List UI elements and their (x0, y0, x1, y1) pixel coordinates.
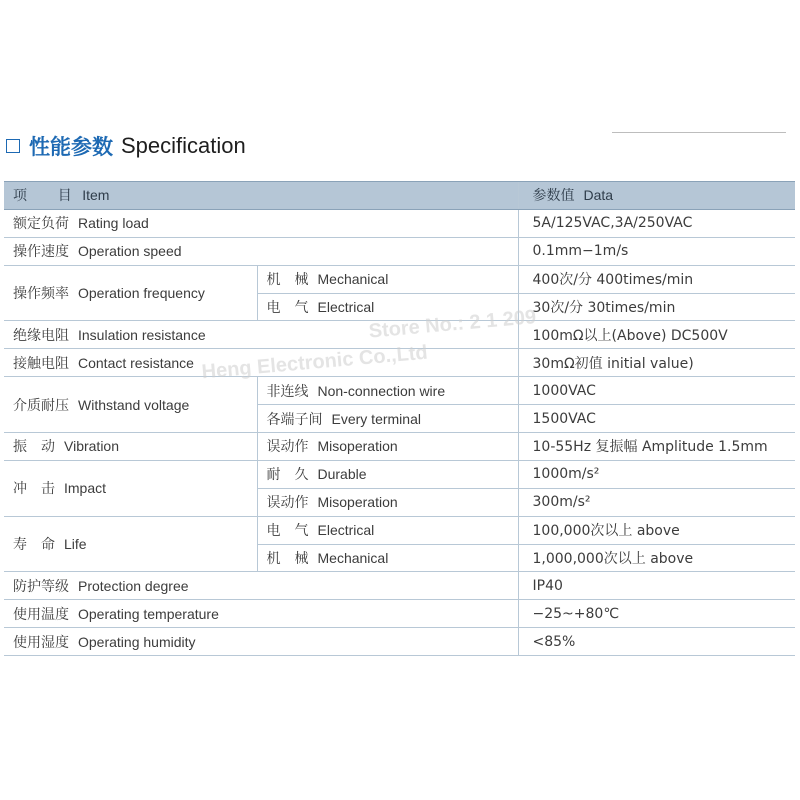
specification-table (4, 181, 795, 656)
row-value: 300m/s² (518, 488, 795, 516)
sub-label (257, 433, 518, 461)
label-zh: 冲 击 (13, 481, 55, 498)
header-item-cell (4, 182, 518, 210)
label-zh: 振 动 (13, 439, 55, 456)
table-row (4, 628, 795, 656)
sub-label-zh: 机 械 (266, 551, 309, 568)
header-item-zh: 项 目 (13, 188, 81, 205)
sub-label-en: Misoperation (317, 438, 398, 455)
label-zh: 接触电阻 (13, 355, 69, 372)
row-label (4, 433, 257, 461)
table-row (4, 349, 795, 377)
table-row (4, 209, 795, 237)
row-value: 30mΩ初值 initial value) (518, 349, 795, 377)
section-heading (6, 131, 246, 161)
row-label (4, 265, 257, 321)
sub-label (257, 544, 518, 572)
sub-label (257, 516, 518, 544)
table-row (4, 377, 795, 405)
row-label (4, 349, 518, 377)
row-value: 100mΩ以上(Above) DC500V (518, 321, 795, 349)
label-en: Contact resistance (78, 354, 194, 371)
label-en: Operating humidity (78, 633, 196, 650)
header-data-cell (518, 182, 795, 210)
label-zh: 使用湿度 (13, 634, 69, 651)
row-value: −25~+80℃ (518, 600, 795, 628)
sub-label-en: Mechanical (317, 271, 389, 288)
sub-label-zh: 误动作 (266, 495, 309, 512)
row-value: 100,000次以上 above (518, 516, 795, 544)
row-value: 5A/125VAC,3A/250VAC (518, 209, 795, 237)
label-en: Operation speed (78, 243, 182, 260)
row-value: IP40 (518, 572, 795, 600)
row-label (4, 377, 257, 433)
label-en: Operation frequency (78, 285, 205, 302)
label-en: Impact (64, 480, 107, 497)
label-zh: 绝缘电阻 (13, 327, 69, 344)
label-zh: 防护等级 (13, 578, 69, 595)
row-label (4, 237, 518, 265)
sub-label-en: Every terminal (331, 410, 421, 427)
row-label (4, 516, 257, 572)
top-divider (612, 132, 786, 133)
sub-label-en: Mechanical (317, 550, 389, 567)
table-row (4, 433, 795, 461)
sub-label (257, 460, 518, 488)
row-value: <85% (518, 628, 795, 656)
sub-label-zh: 机 械 (266, 272, 309, 289)
table-row (4, 321, 795, 349)
label-zh: 操作频率 (13, 286, 69, 303)
row-label (4, 572, 518, 600)
row-value: 30次/分 30times/min (518, 293, 795, 321)
sub-label (257, 293, 518, 321)
header-data-zh: 参数值 (532, 188, 575, 205)
row-value: 1500VAC (518, 405, 795, 433)
header-item-en: Item (82, 187, 110, 204)
sub-label-zh: 耐 久 (266, 467, 309, 484)
table-row (4, 572, 795, 600)
heading-english: Specification (121, 133, 246, 158)
table-row (4, 600, 795, 628)
sub-label-en: Electrical (317, 299, 375, 315)
label-en: Insulation resistance (78, 326, 206, 343)
label-en: Life (64, 536, 87, 553)
row-label (4, 321, 518, 349)
table-row (4, 460, 795, 488)
row-value: 400次/分 400times/min (518, 265, 795, 293)
label-zh: 寿 命 (13, 537, 55, 554)
checkbox-square-icon (6, 139, 20, 153)
sub-label-zh: 各端子间 (266, 411, 323, 428)
label-zh: 使用温度 (13, 606, 69, 623)
row-value: 0.1mm−1m/s (518, 237, 795, 265)
row-value: 1,000,000次以上 above (518, 544, 795, 572)
row-value: 10-55Hz 复振幅 Amplitude 1.5mm (518, 433, 795, 461)
row-value: 1000VAC (518, 377, 795, 405)
table-row (4, 237, 795, 265)
header-data-en: Data (583, 187, 614, 204)
label-en: Withstand voltage (78, 396, 190, 413)
table-row (4, 516, 795, 544)
sub-label-en: Non-connection wire (317, 382, 446, 399)
sub-label-en: Electrical (317, 522, 375, 539)
watermark-line-1: Store No.: 2 1 209 (367, 306, 537, 343)
row-value: 1000m/s² (518, 460, 795, 488)
sub-label (257, 377, 518, 405)
sub-label-zh: 电 气 (266, 523, 309, 540)
row-label (4, 460, 257, 516)
sub-label-en: Misoperation (317, 494, 398, 511)
sub-label (257, 405, 518, 433)
label-en: Protection degree (78, 577, 189, 594)
label-zh: 介质耐压 (13, 397, 69, 414)
label-zh: 额定负荷 (13, 216, 69, 233)
sub-label-en: Durable (317, 466, 367, 483)
row-label (4, 628, 518, 656)
table-row (4, 265, 795, 293)
watermark-line-2: Heng Electronic Co.,Ltd (200, 341, 429, 384)
heading-chinese: 性能参数 (29, 135, 113, 159)
row-label (4, 209, 518, 237)
table-header-row (4, 182, 795, 210)
label-en: Rating load (78, 215, 149, 232)
sub-label-zh: 电 气 (266, 300, 309, 316)
sub-label (257, 265, 518, 293)
row-label (4, 600, 518, 628)
sub-label-zh: 非连线 (266, 383, 309, 400)
label-en: Operating temperature (78, 605, 219, 622)
sub-label-zh: 误动作 (266, 439, 309, 456)
label-zh: 操作速度 (13, 244, 69, 261)
sub-label (257, 488, 518, 516)
label-en: Vibration (64, 438, 120, 455)
